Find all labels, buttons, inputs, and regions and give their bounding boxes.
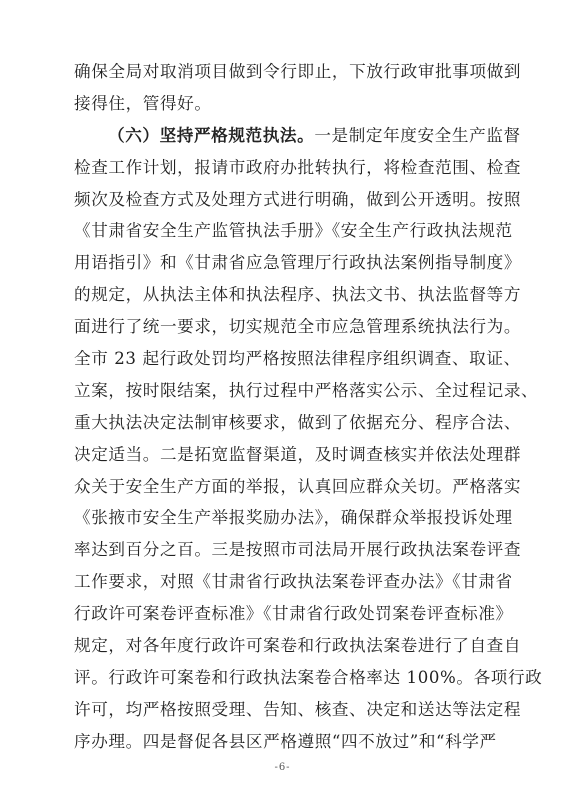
text-line: 众关于安全生产方面的举报，认真回应群众关切。严格落实 <box>74 476 522 496</box>
text-line: 序办理。四是督促各县区严格遵照“四不放过”和“科学严 <box>74 731 497 751</box>
text-line: 的规定，从执法主体和执法程序、执法文书、执法监督等方 <box>74 285 522 305</box>
text-line: 《甘肃省安全生产监管执法手册》《安全生产行政执法规范 <box>74 221 513 241</box>
text-line: 接得住，管得好。 <box>74 93 212 113</box>
body-text <box>74 56 543 758</box>
text-line: 全市 23 起行政处罚均严格按照法律程序组织调查、取证、 <box>74 349 521 369</box>
text-line: 立案，按时限结案，执行过程中严格落实公示、全过程记录、 <box>74 380 539 400</box>
section-heading-rest: 一是制定年度安全生产监督 <box>314 125 521 145</box>
text-line: 行政许可案卷评查标准》《甘肃省行政处罚案卷评查标准》 <box>74 604 513 624</box>
text-line: 《张掖市安全生产举报奖励办法》，确保群众举报投诉处理 <box>74 508 513 528</box>
text-line: 确保全局对取消项目做到令行即止，下放行政审批事项做到 <box>74 62 522 81</box>
text-line: 重大执法决定法制审核要求，做到了依据充分、程序合法、 <box>74 412 522 432</box>
section-heading-line <box>74 120 521 152</box>
text-line: 评。行政许可案卷和行政执法案卷合格率达 100%。各项行政 <box>74 667 543 687</box>
text-line: 工作要求，对照《甘肃省行政执法案卷评查办法》《甘肃省 <box>74 572 513 592</box>
text-line: 决定适当。二是拓宽监督渠道，及时调查核实并依法处理群 <box>74 444 522 464</box>
text-line: 规定，对各年度行政许可案卷和行政执法案卷进行了自查自 <box>74 636 522 656</box>
section-heading: （六）坚持严格规范执法。 <box>108 124 315 145</box>
text-line: 率达到百分之百。三是按照市司法局开展行政执法案卷评查 <box>74 540 522 560</box>
page-number: -6- <box>274 762 291 773</box>
text-line: 用语指引》和《甘肃省应急管理厅行政执法案例指导制度》 <box>74 253 522 273</box>
text-line: 许可，均严格按照受理、告知、核查、决定和送达等法定程 <box>74 699 522 719</box>
text-line: 检查工作计划，报请市政府办批转执行，将检查范围、检查 <box>74 157 522 177</box>
text-line: 频次及检查方式及处理方式进行明确，做到公开透明。按照 <box>74 189 522 209</box>
text-line: 面进行了统一要求，切实规范全市应急管理系统执法行为。 <box>74 317 522 337</box>
